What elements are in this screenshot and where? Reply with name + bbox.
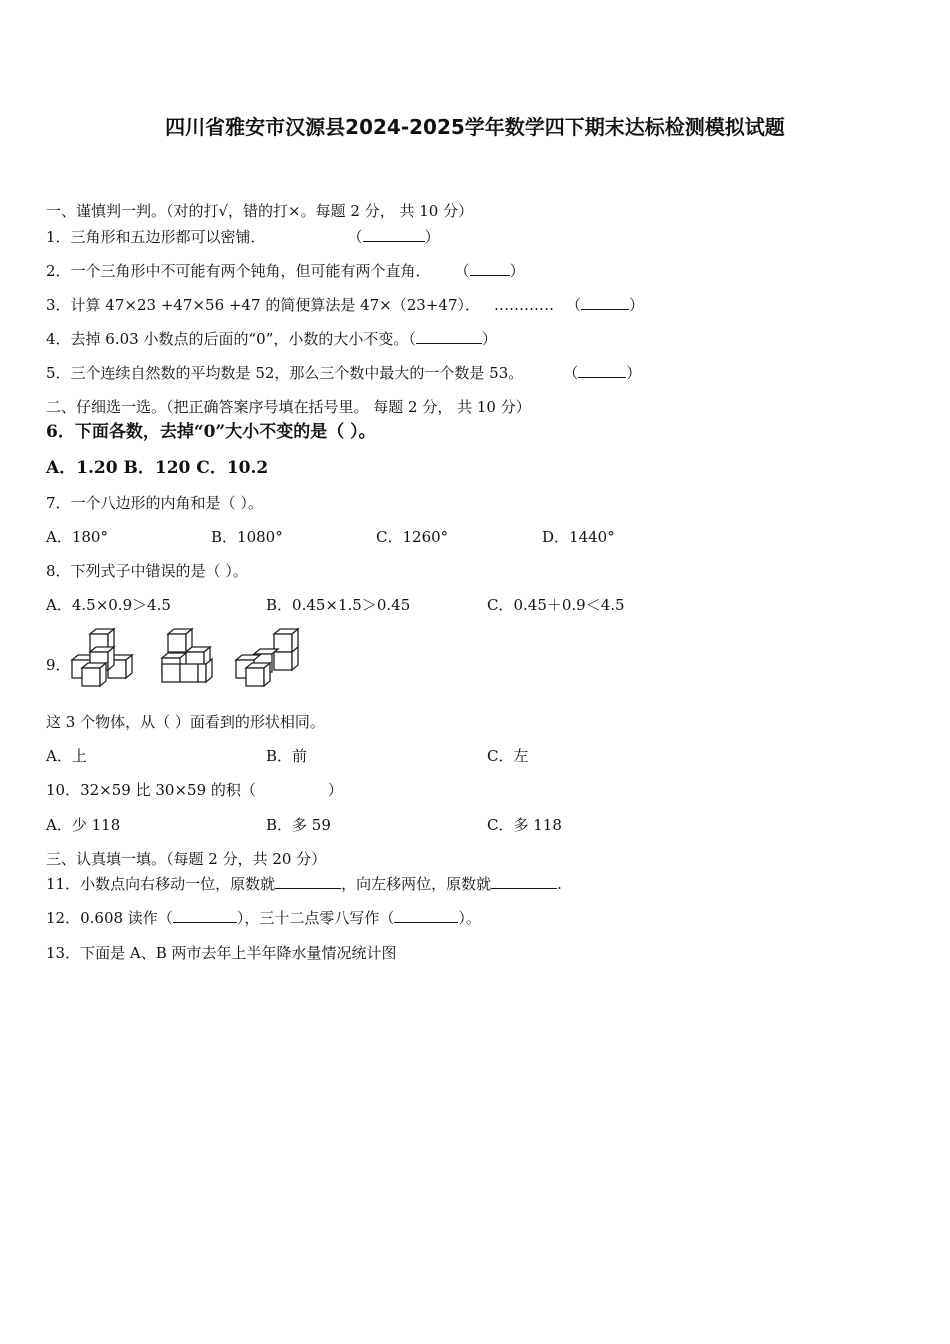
question-9-label: 9． bbox=[46, 656, 71, 674]
question-7: 7．一个八边形的内角和是（ ）。 bbox=[46, 494, 263, 512]
question-9-option-b: B．前 bbox=[266, 747, 308, 765]
question-9: 这 3 个物体，从（ ）面看到的形状相同。 bbox=[46, 713, 325, 731]
question-12: 12．0.608 读作（ ），三十二点零八写作（ ）。 bbox=[46, 909, 481, 927]
question-4-text: 4．去掉 6.03 小数点的后面的“0”，小数的大小不变。（ bbox=[46, 330, 416, 348]
question-6-options: A．1.20 B．120 C．10.2 bbox=[46, 458, 269, 478]
question-4: 4．去掉 6.03 小数点的后面的“0”，小数的大小不变。（ ） bbox=[46, 330, 497, 348]
question-10-option-b: B．多 59 bbox=[266, 816, 331, 834]
answer-blank[interactable] bbox=[416, 329, 482, 344]
question-10-text: 10．32×59 比 30×59 的积（ bbox=[46, 781, 256, 799]
question-7-option-c: C．1260° bbox=[376, 528, 449, 546]
question-2-text: 2．一个三角形中不可能有两个钝角，但可能有两个直角． bbox=[46, 262, 431, 280]
answer-blank[interactable] bbox=[275, 874, 341, 889]
answer-blank[interactable] bbox=[363, 227, 425, 242]
question-13: 13．下面是 A、B 两市去年上半年降水量情况统计图 bbox=[46, 944, 397, 962]
cube-figure-3 bbox=[232, 626, 304, 688]
question-9-option-c: C．左 bbox=[487, 747, 529, 765]
section3-header: 三、认真填一填。（每题 2 分，共 20 分） bbox=[46, 850, 327, 868]
section1-header: 一、谨慎判一判。（对的打√，错的打×。每题 2 分， 共 10 分） bbox=[46, 202, 474, 220]
question-11: 11．小数点向右移动一位，原数就 ，向左移两位，原数就 . bbox=[46, 875, 562, 893]
answer-blank[interactable] bbox=[173, 908, 237, 923]
question-8-option-a: A．4.5×0.9＞4.5 bbox=[46, 596, 171, 614]
question-5: 5．三个连续自然数的平均数是 52，那么三个数中最大的一个数是 53。 （ ） bbox=[46, 364, 642, 382]
page-title: 四川省雅安市汉源县2024-2025学年数学四下期末达标检测模拟试题 bbox=[165, 115, 785, 139]
answer-blank[interactable] bbox=[491, 874, 557, 889]
question-2: 2．一个三角形中不可能有两个钝角，但可能有两个直角． （ ） bbox=[46, 262, 525, 280]
question-8-option-c: C．0.45＋0.9＜4.5 bbox=[487, 596, 625, 614]
question-3-text: 3．计算 47×23 +47×56 +47 的简便算法是 47×（23+47）． bbox=[46, 296, 480, 314]
question-3: 3．计算 47×23 +47×56 +47 的简便算法是 47×（23+47）． ………… （ ） bbox=[46, 296, 645, 314]
question-10: 10．32×59 比 30×59 的积（ ） bbox=[46, 781, 343, 799]
question-7-option-b: B．1080° bbox=[211, 528, 283, 546]
answer-blank[interactable] bbox=[578, 363, 626, 378]
question-8: 8．下列式子中错误的是（ ）。 bbox=[46, 562, 248, 580]
question-1: 1．三角形和五边形都可以密铺． （ ） bbox=[46, 228, 440, 246]
section2-header: 二、仔细选一选。（把正确答案序号填在括号里。 每题 2 分， 共 10 分） bbox=[46, 398, 531, 416]
cube-figure-2 bbox=[158, 626, 220, 688]
question-7-option-d: D．1440° bbox=[542, 528, 615, 546]
question-7-option-a: A．180° bbox=[46, 528, 108, 546]
question-6: 6．下面各数，去掉“0”大小不变的是（ ）。 bbox=[46, 422, 376, 442]
cube-figure-1 bbox=[68, 626, 140, 688]
question-9-option-a: A．上 bbox=[46, 747, 87, 765]
question-8-option-b: B．0.45×1.5＞0.45 bbox=[266, 596, 411, 614]
question-10-option-c: C．多 118 bbox=[487, 816, 562, 834]
question-10-option-a: A．少 118 bbox=[46, 816, 121, 834]
answer-blank[interactable] bbox=[394, 908, 458, 923]
question-1-text: 1．三角形和五边形都可以密铺． bbox=[46, 228, 266, 246]
answer-blank[interactable] bbox=[470, 261, 510, 276]
answer-blank[interactable] bbox=[581, 295, 629, 310]
question-5-text: 5．三个连续自然数的平均数是 52，那么三个数中最大的一个数是 53。 bbox=[46, 364, 524, 382]
